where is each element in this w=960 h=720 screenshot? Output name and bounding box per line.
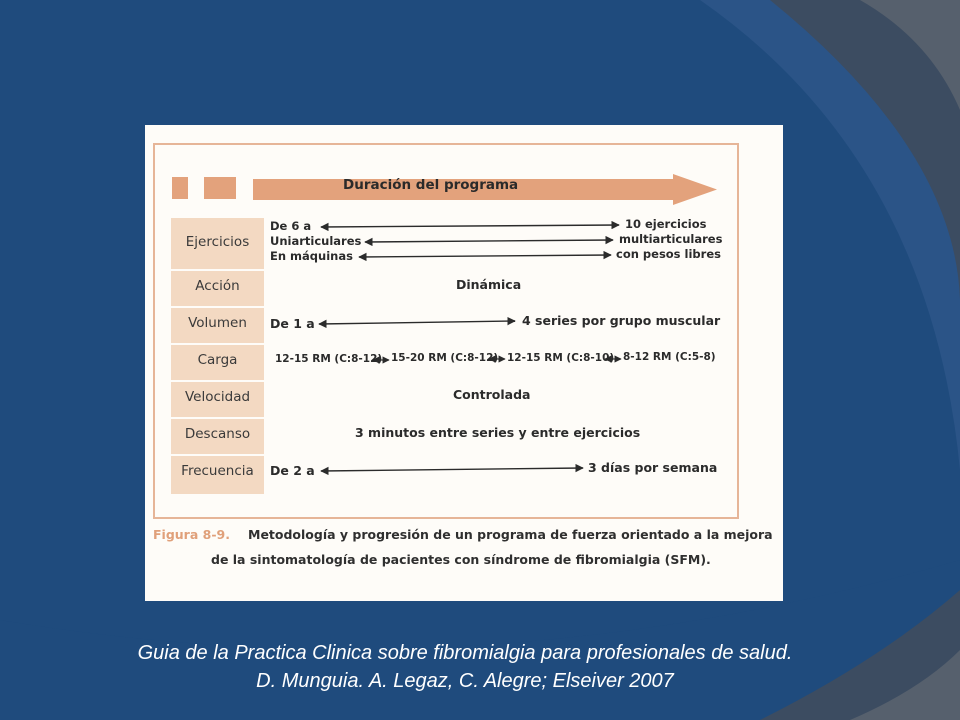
row-label-ejercicios: Ejercicios [185,234,250,250]
row-label-accion: Acción [195,278,240,294]
row-label-velocidad: Velocidad [184,389,251,405]
descanso-value: 3 minutos entre series y entre ejercicios [355,425,641,440]
duration-label: Duración del programa [343,177,519,193]
ejercicios-end-3: con pesos libres [616,247,721,261]
citation [0,639,930,695]
figure-image [145,125,783,601]
header-block-small [172,177,188,199]
carga-step-1: 12-15 RM (C:8-12) [275,353,383,365]
volumen-end: 4 series por grupo muscular [522,313,721,328]
ejercicios-end-2: multiarticulares [619,232,723,246]
row-label-volumen: Volumen [188,315,247,331]
ejercicios-end-1: 10 ejercicios [625,217,707,231]
carga-step-4: 8-12 RM (C:5-8) [623,351,716,363]
citation-line-1: Guia de la Practica Clinica sobre fibromialgia para profesionales de salud. [137,642,793,664]
figure-caption-label: Figura 8-9. [153,527,230,542]
frecuencia-end: 3 días por semana [588,460,718,475]
ejercicios-start-3: En máquinas [270,249,353,263]
ejercicios-start-1: De 6 a [270,219,312,233]
row-label-frecuencia: Frecuencia [181,463,254,479]
figure-caption-line-1: Metodología y progresión de un programa de fuerza orientado a la mejora [248,527,773,542]
velocidad-value: Controlada [453,387,531,402]
header-block-medium [204,177,236,199]
accion-value: Dinámica [456,277,522,292]
ejercicios-start-2: Uniarticulares [270,234,362,248]
row-label-descanso: Descanso [184,426,251,442]
citation-line-2: D. Munguia. A. Legaz, C. Alegre; Elseiver 2007 [256,670,674,692]
row-label-carga: Carga [197,352,238,368]
figure-caption-line-2: de la sintomatología de pacientes con síndrome de fibromialgia (SFM). [211,552,711,567]
volumen-start: De 1 a [270,316,315,331]
frecuencia-start: De 2 a [270,463,315,478]
carga-step-3: 12-15 RM (C:8-10) [507,352,615,364]
carga-step-2: 15-20 RM (C:8-12) [391,352,499,364]
